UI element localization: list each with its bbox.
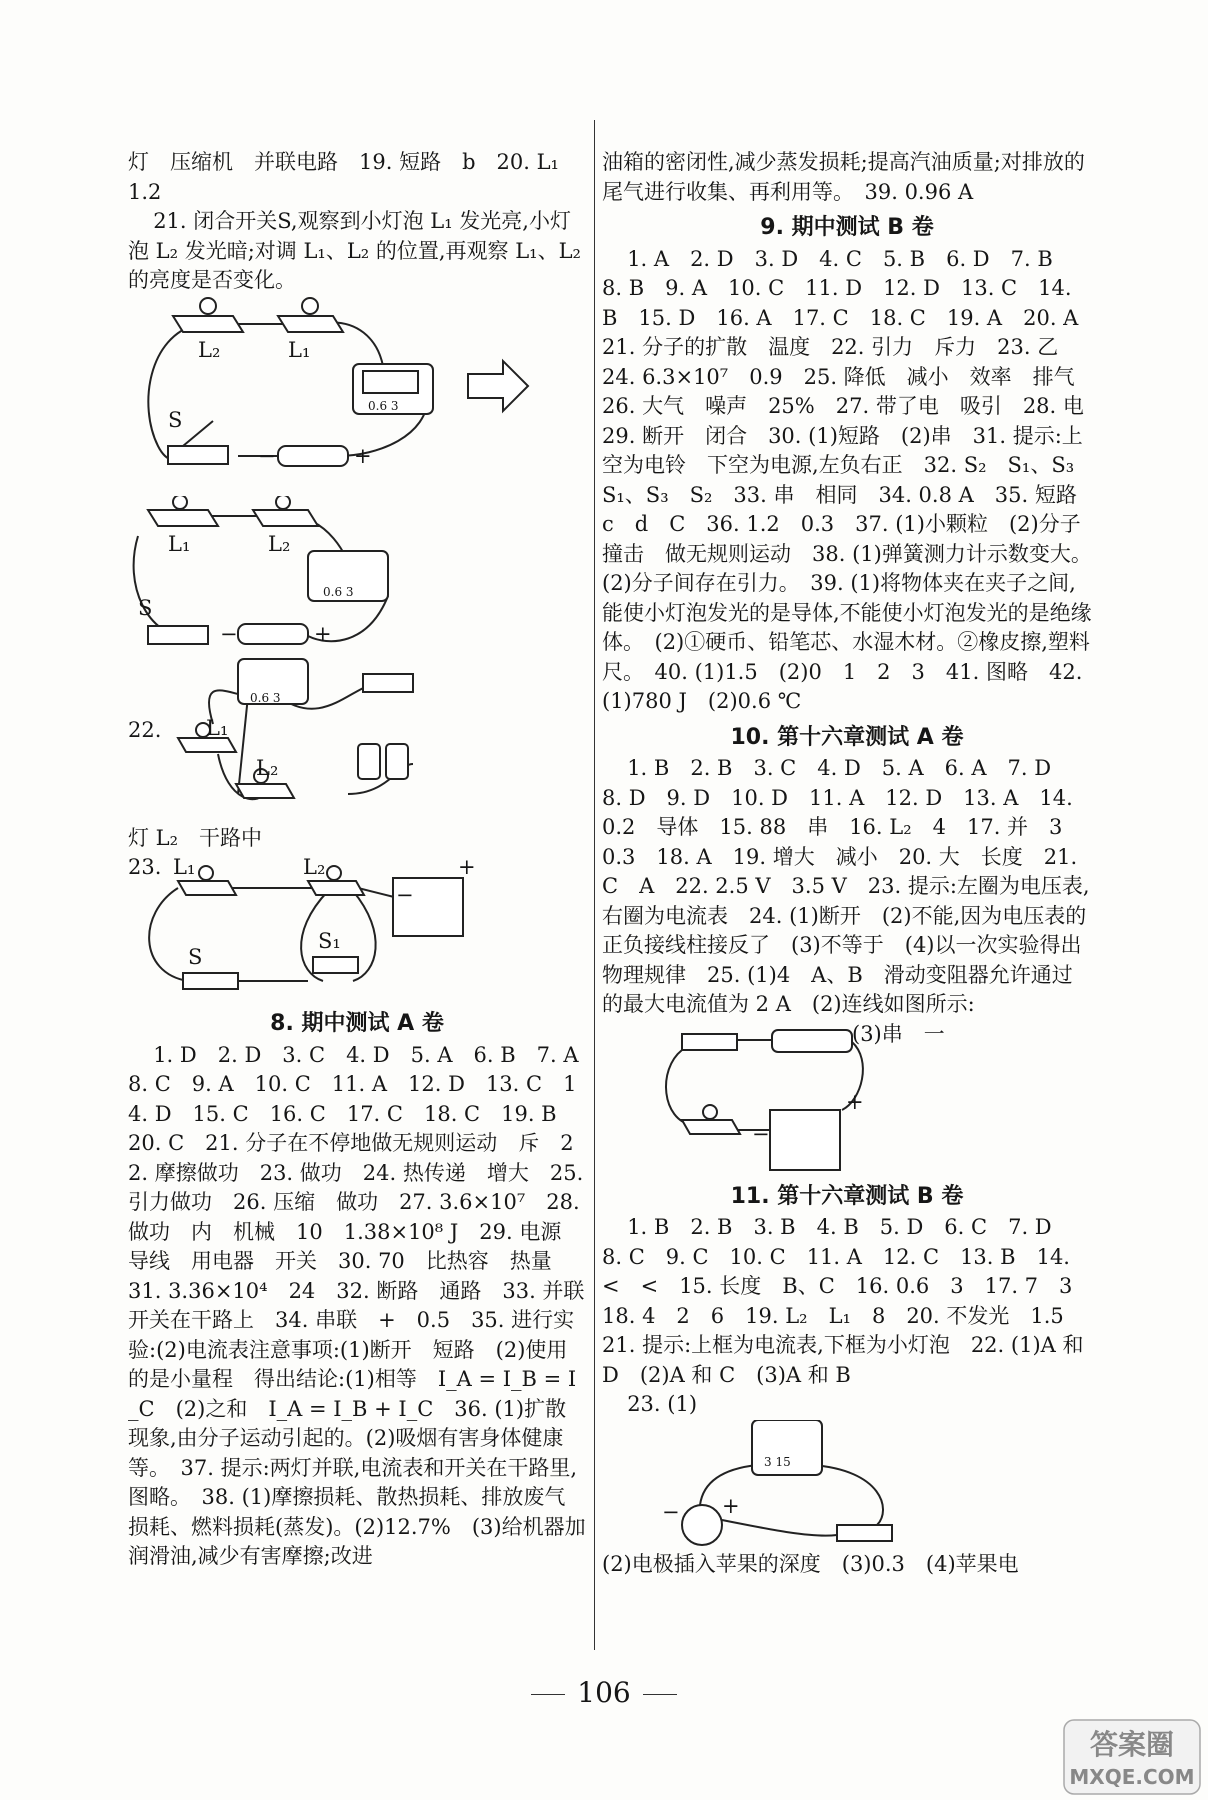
watermark-line-2: MXQE.COM [1069, 1765, 1195, 1789]
rheostat [772, 1030, 852, 1052]
circuit-figure-1 [128, 296, 586, 496]
bulb-l2 [236, 784, 294, 798]
label-l1: L₁ [173, 855, 196, 879]
circuit-figure-2 [128, 496, 586, 654]
switch [363, 674, 413, 692]
voltmeter-scale: 3 15 [764, 1454, 791, 1469]
label-s1: S₁ [318, 929, 341, 953]
section-heading-8: 8. 期中测试 A 卷 [270, 1011, 444, 1036]
battery-pack [770, 1110, 840, 1170]
bulb [682, 1120, 740, 1134]
switch-s [183, 973, 238, 989]
left-answer-line: 灯 压缩机 并联电路 19. 短路 b 20. L₁ 1.2 [128, 150, 580, 204]
column-divider [594, 120, 595, 1650]
label-l1: L₁ [168, 531, 191, 556]
label-s: S [188, 945, 203, 969]
circuit-diagram-6 [652, 1420, 952, 1550]
ammeter-scale: 0.6 3 [323, 584, 354, 599]
section-11-answers: 1. B 2. B 3. B 4. B 5. D 6. C 7. D 8. C 9. C 10. C 11. A 12. C 13. B 14. < < 15. 长度 B、C 16. 0.6 3 17. 7 3 18. 4 2 6 19. L₂ L₁ 8 20. 不发光 1.5 21. 提示:上框为电流表,下框为小灯泡 22. (1)A 和 D (2)A 和 C (3)A 和 B [602, 1215, 1094, 1387]
ammeter-scale: 0.6 3 [250, 690, 281, 705]
bulb-l1 [178, 881, 236, 895]
label-l2: L₂ [303, 855, 326, 879]
switch [682, 1034, 737, 1050]
page-number [0, 1676, 1208, 1709]
arrow-right-icon [468, 361, 528, 411]
watermark-line-1: 答案圈 [1089, 1728, 1175, 1761]
watermark-logo [1062, 1718, 1202, 1796]
left-column [128, 148, 606, 1572]
answer-22: 灯 L₂ 干路中 [128, 825, 263, 850]
label-l2: L₂ [198, 337, 221, 362]
switch-s [148, 626, 208, 644]
minus-sign: − [662, 1499, 680, 1524]
section-9-answers: 1. A 2. D 3. D 4. C 5. B 6. D 7. B 8. B 9. A 10. C 11. D 12. D 13. C 14. B 15. D 16. A 17. C 18. C 19. A 20. A 21. 分子的扩散 温度 22. 引力 斥力 23. 乙 24. 6.3×10⁷ 0.9 25. 降低 减小 效率 排气 26. 大气 噪声 25% 27. 带了电 吸引 28. 电 29. 断开 闭合 30. (1)短路 (2)串 31. 提示:上空为电铃 下空为电源,左负右正 32. S₂ S₁、S₃ S₁、S₃ S₂ 33. 串 相同 34. 0.8 A 35. 短路 c d C 36. 1.2 0.3 37. (1)小颗粒 (2)分子 撞击 做无规则运动 38. (1)弹簧测力计示数变大。(2)分子间存在引力。 39. (1)将物体夹在夹子之间,能使小灯泡发光的是导体,不能使小灯泡发光的是绝缘体。 (2)①硬币、铅笔芯、水湿木材。②橡皮擦,塑料尺。 40. (1)1.5 (2)0 1 2 3 41. 图略 42. (1)780 J (2)0.6 ℃ [602, 246, 1105, 713]
section-10-answers: 1. B 2. B 3. C 4. D 5. A 6. A 7. D 8. D 9. D 10. D 11. A 12. D 13. A 14. 0.2 导体 15. 88 串 16. L₂ 4 17. 并 3 0.3 18. A 19. 增大 减小 20. 大 长度 21. C A 22. 2.5 V 3.5 V 23. 提示:左圈为电压表,右圈为电流表 24. (1)断开 (2)不能,因为电压表的正负接线柱接反了 (3)不等于 (4)以一次实验得出物理规律 25. (1)4 A、B 滑动变阻器允许通过的最大电流值为 2 A (2)连线如图所示: [602, 756, 1090, 1016]
page-number-dash-right [643, 1694, 677, 1695]
label-s: S [138, 595, 153, 620]
battery [238, 624, 308, 644]
circuit-figure-6 [602, 1420, 1092, 1550]
label-l1: L₁ [288, 337, 311, 362]
circuit-figure-5 [602, 1020, 1092, 1176]
right-column [602, 148, 1105, 1579]
bulb-l2 [173, 298, 243, 332]
bulb-l1 [148, 510, 218, 526]
label-l2: L₂ [268, 531, 291, 556]
apple [682, 1505, 722, 1545]
question-number: 23. [128, 855, 162, 879]
circuit-diagram-3 [128, 654, 548, 824]
section-8-answers: 1. D 2. D 3. C 4. D 5. A 6. B 7. A 8. C 9. A 10. C 11. A 12. D 13. C 14. D 15. C 16. C 17. C 18. C 19. B 20. C 21. 分子在不停地做无规则运动 斥 22. 摩擦做功 23. 做功 24. 热传递 增大 25. 引力做功 26. 压缩 做功 27. 3.6×10⁷ 28. 做功 内 机械 10 1.38×10⁸ J 29. 电源 导线 用电器 开关 30. 70 比热容 热量 31. 3.36×10⁴ 24 32. 断路 通路 33. 并联 开关在干路上 34. 串联 + 0.5 35. 进行实验:(2)电流表注意事项:(1)断开 短路 (2)使用的是小量程 得出结论:(1)相等 I_A = I_B = I_C (2)之和 I_A = I_B + I_C 36. (1)扩散现象,由分子运动引起的。(2)吸烟有害身体健康等。 37. 提示:两灯并联,电流表和开关在干路里,图略。 38. (1)摩擦损耗、散热损耗、排放废气损耗、燃料损耗(蒸发)。(2)12.7% (3)给机器加润滑油,减少有害摩擦;改进 [128, 1042, 606, 1568]
circuit-diagram-1 [128, 296, 548, 496]
switch-s1 [313, 957, 358, 973]
circuit-figure-4 [128, 853, 586, 1003]
plus-sign: + [722, 1493, 740, 1518]
minus-sign: − [396, 883, 414, 907]
section-heading-10: 10. 第十六章测试 A 卷 [730, 724, 964, 750]
bulb-l1 [278, 298, 343, 332]
answer-23-continued: (2)电极插入苹果的深度 (3)0.3 (4)苹果电 [602, 1551, 1019, 1576]
bulb-l2 [308, 881, 364, 895]
plus-sign: + [314, 621, 332, 646]
cell-2 [386, 744, 408, 779]
label-l1: L₁ [206, 715, 229, 740]
section-heading-9: 9. 期中测试 B 卷 [760, 215, 934, 240]
page-number-dash-left [531, 1694, 565, 1695]
plus-sign: + [846, 1089, 864, 1114]
answer-23-label: 23. (1) [627, 1392, 698, 1416]
answer-continuation: 油箱的密闭性,减少蒸发损耗;提高汽油质量;对排放的尾气进行收集、再利用等。 39. 0.96 A [602, 150, 1085, 204]
switch [837, 1525, 892, 1541]
plus-sign: + [458, 855, 476, 879]
section-heading-11: 11. 第十六章测试 B 卷 [730, 1183, 964, 1209]
ammeter-scale: 0.6 3 [368, 398, 399, 413]
circuit-figure-3 [128, 654, 586, 824]
plus-sign: + [354, 443, 372, 468]
page-number-value: 106 [577, 1676, 631, 1709]
section-10-tail: (3)串 一 [852, 1021, 945, 1046]
minus-sign: − [258, 443, 276, 468]
minus-sign: − [220, 621, 238, 646]
bulb-l2 [253, 510, 318, 526]
minus-sign: − [752, 1121, 770, 1146]
battery [278, 446, 348, 466]
label-s: S [168, 407, 183, 432]
cell-1 [358, 744, 380, 779]
question-number: 22. [128, 717, 162, 742]
label-l2: L₂ [256, 755, 279, 780]
circuit-diagram-2 [128, 496, 548, 654]
answer-21: 21. 闭合开关S,观察到小灯泡 L₁ 发光亮,小灯泡 L₂ 发光暗;对调 L₁、L₂ 的位置,再观察 L₁、L₂ 的亮度是否变化。 [128, 209, 581, 292]
